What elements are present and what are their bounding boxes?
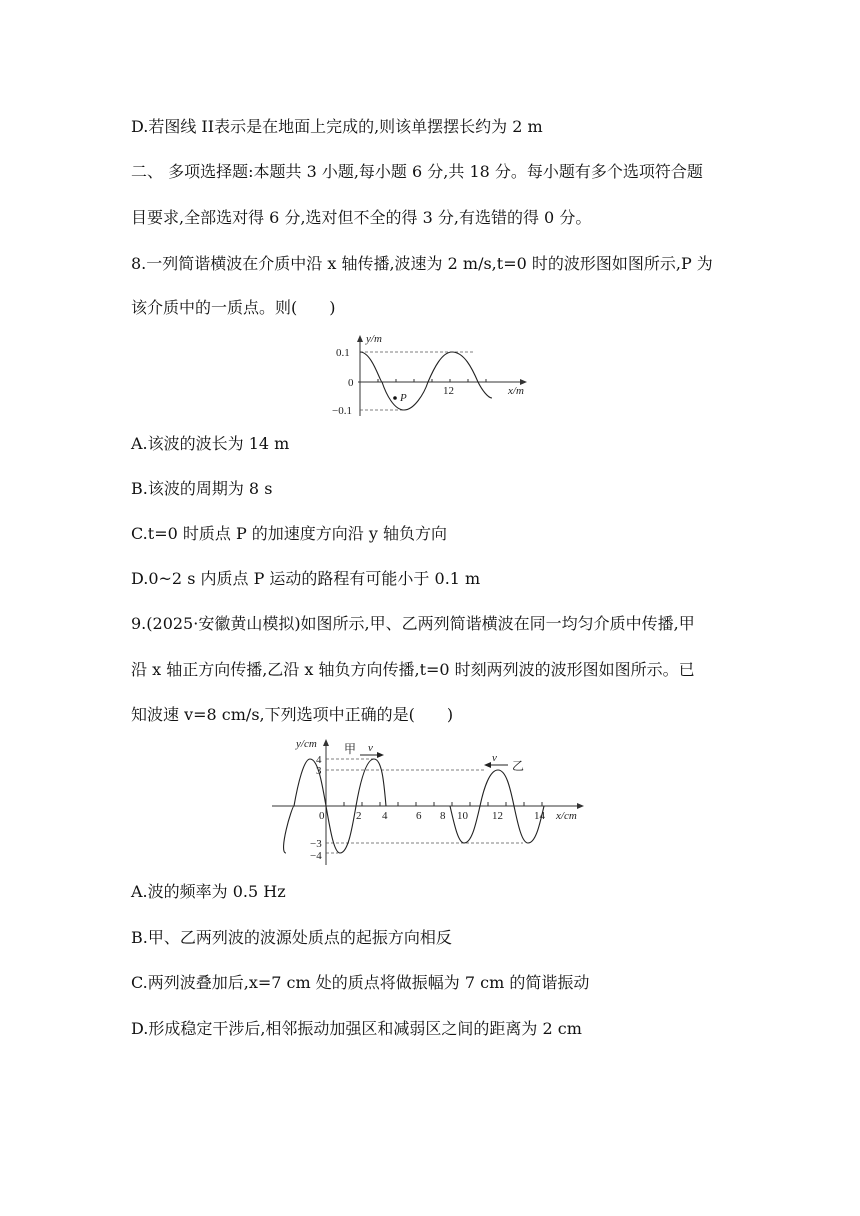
fig1-y-arrow bbox=[357, 335, 363, 342]
fig2-arrowhead-yi bbox=[484, 762, 491, 768]
fig2-xtick-2: 2 bbox=[356, 810, 362, 822]
fig2-ytick-4: 4 bbox=[316, 754, 322, 766]
fig1-wave-curve bbox=[360, 352, 492, 410]
fig2-ytick-3: 3 bbox=[316, 765, 322, 777]
fig2-xtick-4: 4 bbox=[382, 810, 388, 822]
option-9-b: B.甲、乙两列波的波源处质点的起振方向相反 bbox=[131, 928, 452, 947]
option-8-c: C.t=0 时质点 P 的加速度方向沿 y 轴负方向 bbox=[131, 524, 448, 543]
question-9-stem-cont-2: 知波速 v=8 cm/s,下列选项中正确的是( ) bbox=[131, 705, 454, 724]
fig2-xtick-0: 0 bbox=[319, 810, 325, 822]
section-heading: 二、 多项选择题:本题共 3 小题,每小题 6 分,共 18 分。每小题有多个选项符合题 bbox=[131, 162, 703, 181]
fig2-label-jia: 甲 bbox=[344, 742, 357, 756]
option-8-d-prev: D.若图线 II表示是在地面上完成的,则该单摆摆长约为 2 m bbox=[131, 117, 543, 136]
fig1-p-label: P bbox=[400, 392, 407, 404]
fig2-ytick-m4: −4 bbox=[310, 850, 322, 862]
fig2-v-jia: v bbox=[368, 742, 373, 754]
option-8-b: B.该波的周期为 8 s bbox=[131, 479, 273, 498]
figure-wave-8 bbox=[332, 332, 532, 422]
fig2-xtick-8: 8 bbox=[440, 810, 446, 822]
section-instructions: 目要求,全部选对得 6 分,选对但不全的得 3 分,有选错的得 0 分。 bbox=[131, 208, 592, 227]
fig2-y-label: y/cm bbox=[296, 738, 317, 750]
fig2-y-arrow bbox=[323, 739, 329, 746]
option-9-c: C.两列波叠加后,x=7 cm 处的质点将做振幅为 7 cm 的简谐振动 bbox=[131, 973, 590, 992]
fig2-ytick-m3: −3 bbox=[310, 838, 322, 850]
fig1-point-p bbox=[393, 396, 397, 400]
option-9-a: A.波的频率为 0.5 Hz bbox=[131, 882, 286, 901]
fig2-xtick-10: 10 bbox=[457, 810, 468, 822]
fig2-label-yi: 乙 bbox=[512, 759, 525, 773]
fig1-tick-12: 12 bbox=[443, 385, 454, 397]
fig1-y-label: y/m bbox=[366, 333, 382, 345]
option-9-d: D.形成稳定干涉后,相邻振动加强区和减弱区之间的距离为 2 cm bbox=[131, 1019, 582, 1038]
option-8-a: A.该波的波长为 14 m bbox=[131, 434, 290, 453]
fig2-arrowhead-jia bbox=[377, 752, 384, 758]
fig2-x-arrow bbox=[577, 803, 584, 809]
fig2-x-label: x/cm bbox=[556, 810, 577, 822]
question-9-stem-cont: 沿 x 轴正方向传播,乙沿 x 轴负方向传播,t=0 时刻两列波的波形图如图所示。已 bbox=[131, 660, 695, 679]
fig1-tick-top: 0.1 bbox=[336, 347, 350, 359]
question-8-stem: 8.一列简谐横波在介质中沿 x 轴传播,波速为 2 m/s,t=0 时的波形图如图所示,P 为 bbox=[131, 254, 713, 273]
fig2-xtick-14: 14 bbox=[534, 810, 545, 822]
fig1-x-label: x/m bbox=[508, 385, 524, 397]
fig2-xtick-6: 6 bbox=[416, 810, 422, 822]
fig1-tick-bottom: −0.1 bbox=[332, 405, 352, 417]
option-8-d: D.0~2 s 内质点 P 运动的路程有可能小于 0.1 m bbox=[131, 569, 481, 588]
fig1-tick-origin: 0 bbox=[348, 377, 354, 389]
question-9-stem: 9.(2025·安徽黄山模拟)如图所示,甲、乙两列简谐横波在同一均匀介质中传播,甲 bbox=[131, 614, 695, 633]
figure-wave-9 bbox=[270, 735, 600, 865]
fig2-xtick-12: 12 bbox=[492, 810, 503, 822]
question-8-stem-cont: 该介质中的一质点。则( ) bbox=[131, 298, 336, 317]
fig2-v-yi: v bbox=[492, 752, 497, 764]
